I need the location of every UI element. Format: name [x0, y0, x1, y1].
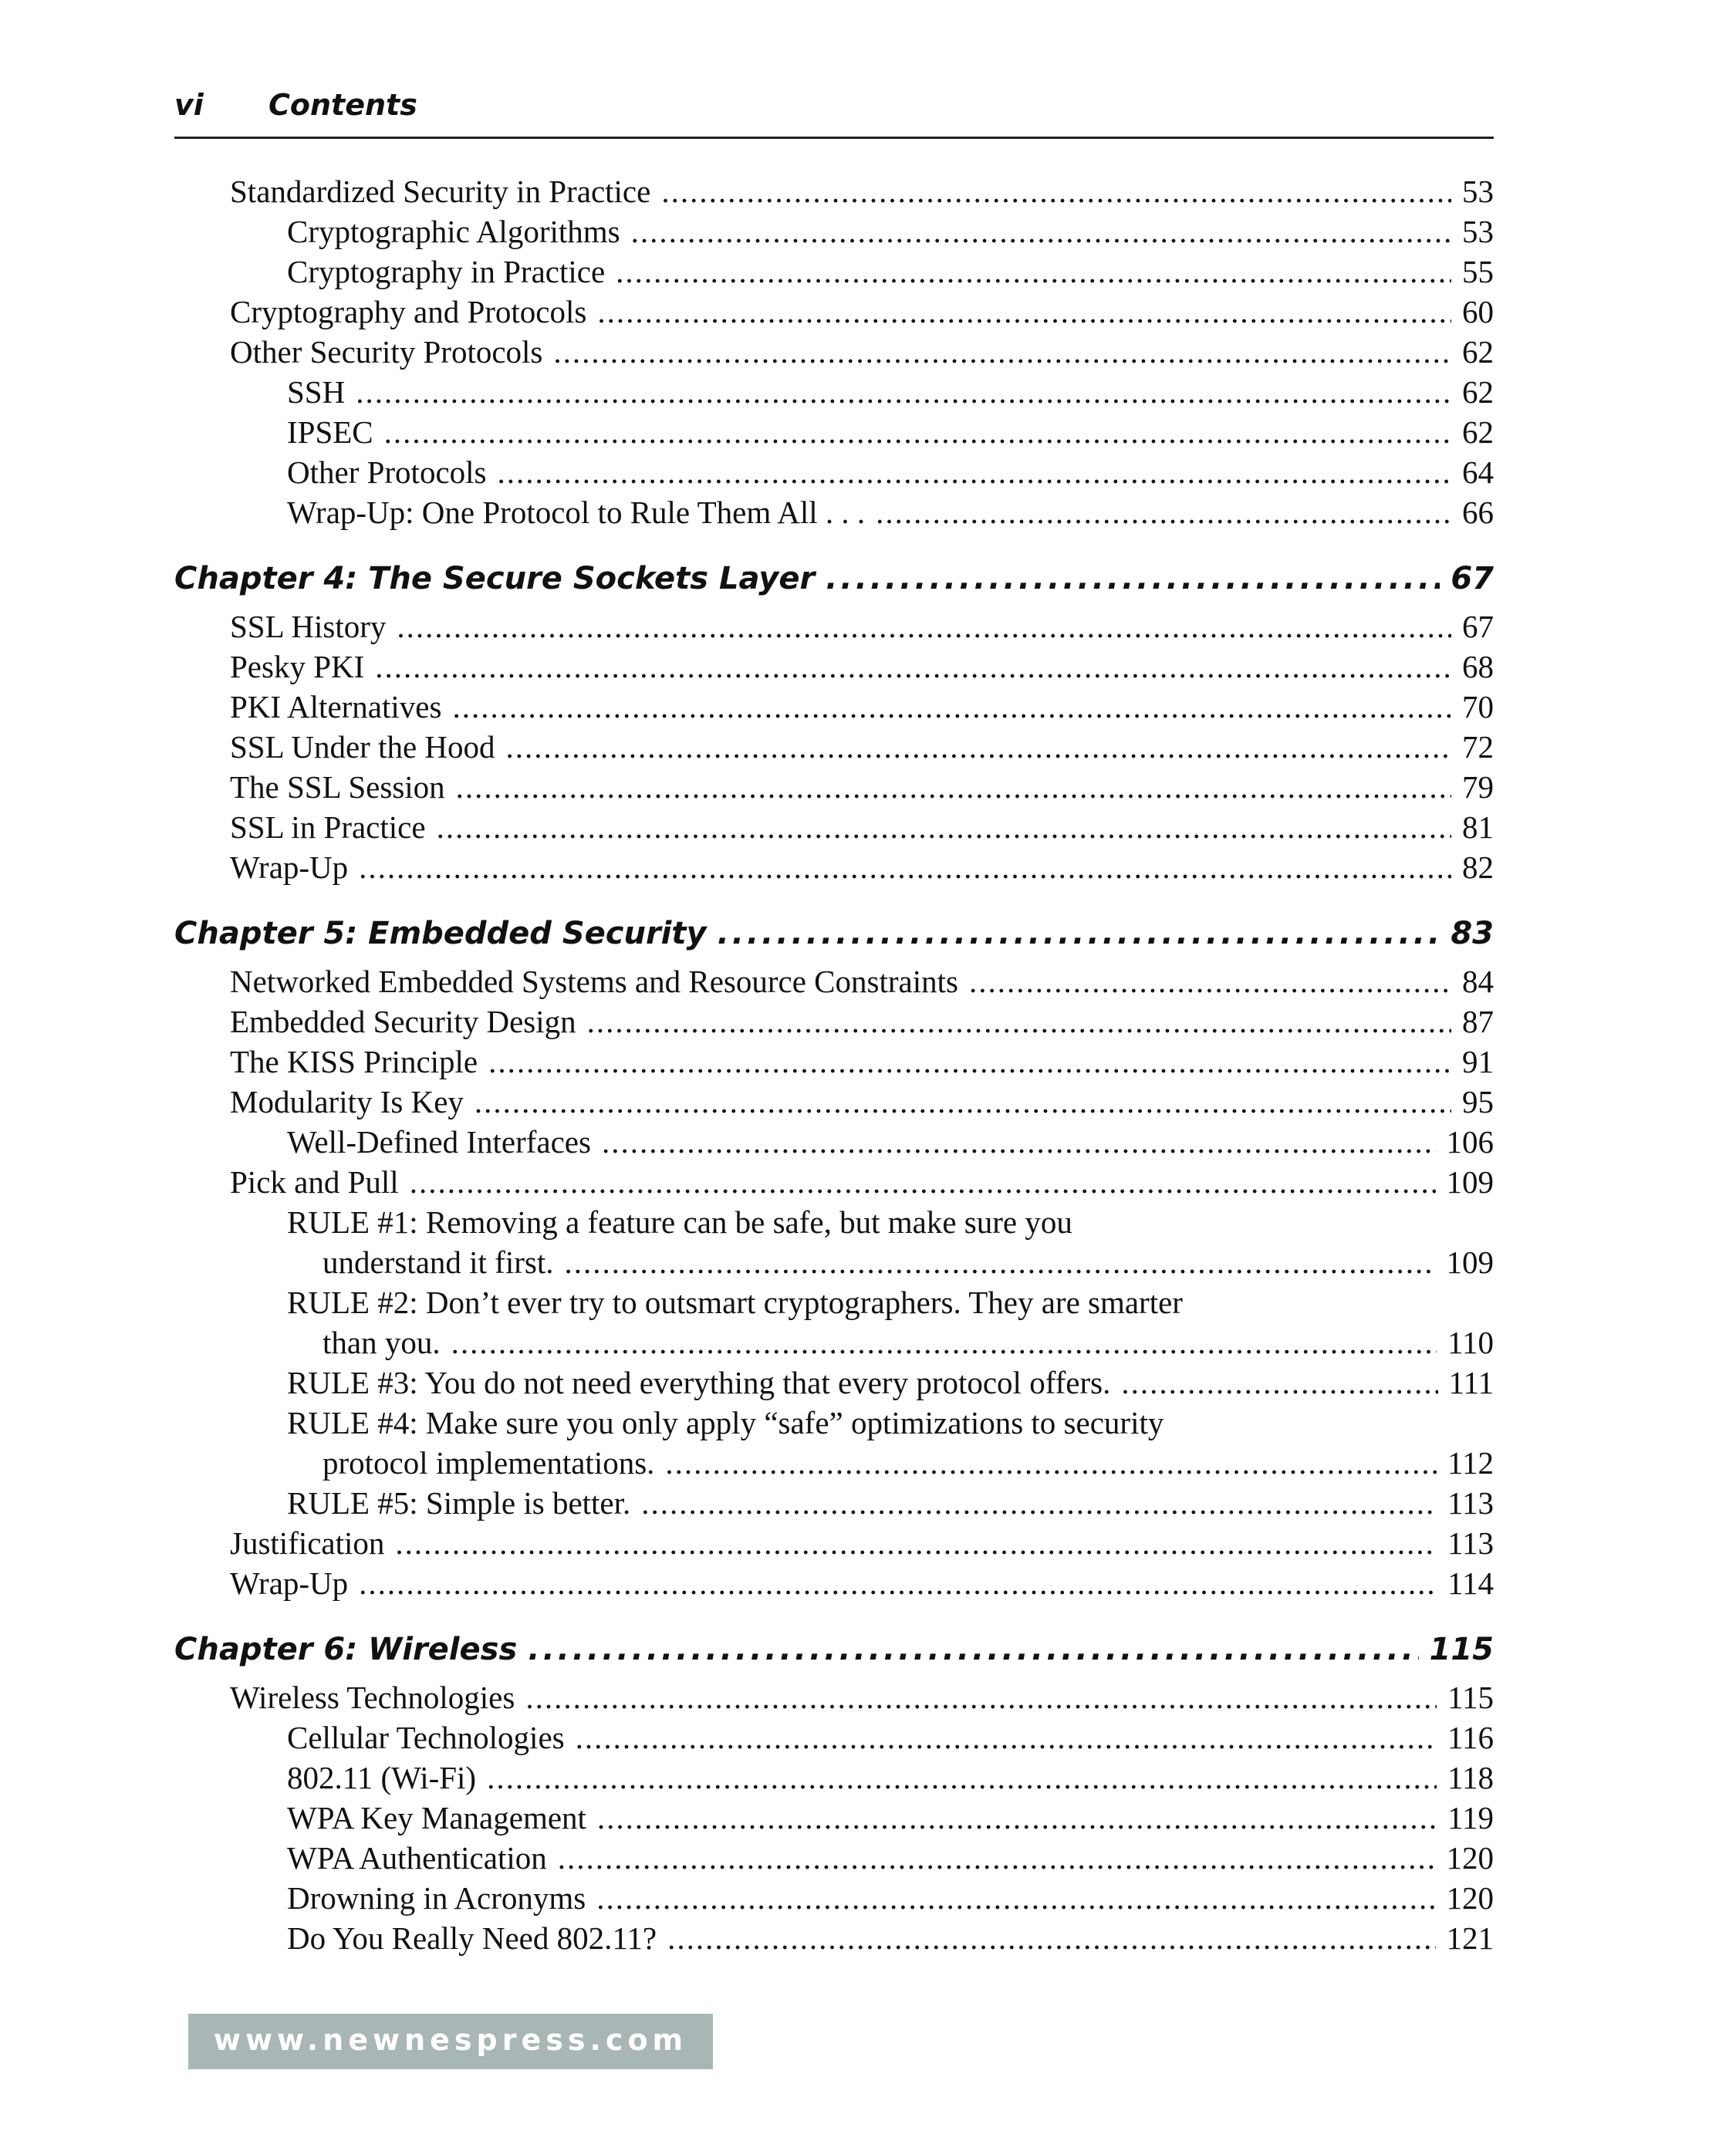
- toc-page-number: 53: [1462, 214, 1494, 249]
- leader-dots: [506, 727, 1451, 767]
- leader-dots: [384, 412, 1451, 452]
- leader-dots: [359, 1563, 1437, 1603]
- leader-dots: [641, 1483, 1437, 1523]
- toc-page-number: 67: [1462, 609, 1494, 644]
- toc-page-number: 109: [1446, 1244, 1494, 1280]
- toc-page-number: 67: [1451, 561, 1494, 596]
- toc-entry-section[interactable]: [230, 847, 1494, 887]
- toc-entry-subsection[interactable]: [287, 211, 1494, 252]
- toc-entry-label: Well-Defined Interfaces: [287, 1124, 591, 1160]
- leader-dots: [456, 767, 1451, 807]
- leader-dots: [487, 1758, 1437, 1798]
- toc-entry-subsection[interactable]: [287, 1122, 1494, 1162]
- toc-entry-label: SSH: [287, 374, 346, 410]
- leader-dots: [665, 1443, 1437, 1483]
- leader-dots: [631, 211, 1451, 252]
- publisher-url-banner: [188, 2014, 713, 2069]
- toc-entry-label: Drowning in Acronyms: [287, 1880, 586, 1916]
- toc-page-number: 62: [1462, 334, 1494, 370]
- toc-page-number: 64: [1462, 454, 1494, 490]
- toc-entry-chapter[interactable]: [174, 1629, 1494, 1670]
- leader-dots: [452, 687, 1451, 727]
- toc-page-number: 116: [1447, 1720, 1494, 1755]
- toc-entry-section[interactable]: [230, 1042, 1494, 1082]
- toc-page-number: 121: [1446, 1920, 1494, 1956]
- toc-entry-label: Modularity Is Key: [230, 1084, 464, 1119]
- toc-page-number: 87: [1462, 1004, 1494, 1039]
- toc-entry-label: Standardized Security in Practice: [230, 174, 651, 209]
- header-rule: [174, 137, 1494, 139]
- leader-dots: [359, 847, 1451, 887]
- toc-entry-label: Wrap-Up: [230, 1565, 349, 1601]
- toc-entry-label[interactable]: RULE #1: Removing a feature can be safe, but make sure you: [287, 1204, 1072, 1240]
- toc-entry-label[interactable]: RULE #2: Don’t ever try to outsmart cryptographers. They are smarter: [287, 1285, 1183, 1320]
- toc-entry-section[interactable]: [230, 1563, 1494, 1603]
- toc-page-number: 95: [1462, 1084, 1494, 1119]
- toc-page-number: 60: [1462, 294, 1494, 329]
- toc-page-number: 110: [1447, 1325, 1494, 1360]
- leader-dots: [397, 606, 1451, 647]
- leader-dots: [597, 292, 1451, 332]
- toc-entry-label: Justification: [230, 1525, 385, 1561]
- toc-entry-label: Networked Embedded Systems and Resource Constraints: [230, 964, 958, 999]
- leader-dots: [356, 372, 1451, 412]
- toc-entry-label: Do You Really Need 802.11?: [287, 1920, 657, 1956]
- leader-dots: [395, 1523, 1437, 1563]
- toc-entry-subsection[interactable]: [287, 1878, 1494, 1918]
- publisher-url[interactable]: www.newnespress.com: [213, 2023, 688, 2057]
- toc-page-number: 109: [1446, 1164, 1494, 1200]
- running-header: [174, 83, 1494, 137]
- page-number: vi: [174, 88, 204, 122]
- toc-entry-label: Chapter 5: Embedded Security: [174, 916, 707, 951]
- toc-page-number: 83: [1451, 916, 1494, 951]
- toc-entry-section[interactable]: [230, 606, 1494, 647]
- leader-dots: [410, 1162, 1436, 1202]
- toc-entry-subsection[interactable]: [287, 452, 1494, 492]
- leader-dots: [597, 1798, 1437, 1838]
- toc-entry-label: Pick and Pull: [230, 1164, 399, 1200]
- toc-page-number: 113: [1447, 1525, 1494, 1561]
- leader-dots: [616, 252, 1451, 292]
- toc-entry-subsection[interactable]: [287, 1363, 1494, 1403]
- toc-page-number: 68: [1462, 649, 1494, 684]
- leader-dots: [488, 1042, 1451, 1082]
- toc-page-number: 111: [1448, 1365, 1494, 1400]
- leader-dots: [667, 1918, 1435, 1958]
- leader-dots: [718, 913, 1440, 954]
- toc-page-number: 81: [1462, 809, 1494, 845]
- toc-entry-chapter[interactable]: [174, 559, 1494, 599]
- toc-entry-label: SSL History: [230, 609, 387, 644]
- toc-entry-section[interactable]: [230, 647, 1494, 687]
- toc-entry-label: Wrap-Up: [230, 849, 349, 885]
- toc-page-number: 114: [1447, 1565, 1494, 1601]
- toc-page-number: 53: [1462, 174, 1494, 209]
- leader-dots: [525, 1677, 1437, 1717]
- toc-entry-section[interactable]: [230, 1001, 1494, 1042]
- toc-page-number: 113: [1447, 1485, 1494, 1521]
- toc-entry-section[interactable]: [230, 332, 1494, 372]
- toc-page-number: 62: [1462, 414, 1494, 450]
- toc-entry-label: Other Security Protocols: [230, 334, 543, 370]
- toc-entry-label: Other Protocols: [287, 454, 487, 490]
- toc-page-number: 120: [1446, 1840, 1494, 1876]
- toc-entry-label: The SSL Session: [230, 769, 445, 805]
- toc-page-number: 72: [1462, 729, 1494, 765]
- toc-entry-section[interactable]: [230, 961, 1494, 1001]
- toc-entry-label: Cryptography and Protocols: [230, 294, 587, 329]
- toc-entry-section[interactable]: [230, 171, 1494, 211]
- toc-entry-subsection[interactable]: [287, 372, 1494, 412]
- leader-dots: [587, 1001, 1451, 1042]
- toc-page-number: 115: [1429, 1632, 1494, 1667]
- toc-entry-chapter[interactable]: [174, 913, 1494, 954]
- toc-entry-label: Wireless Technologies: [230, 1680, 515, 1715]
- toc-entry-section[interactable]: [230, 807, 1494, 847]
- toc-page-number: 70: [1462, 689, 1494, 724]
- running-title: Contents: [269, 88, 417, 122]
- toc-entry-label: Cryptography in Practice: [287, 254, 606, 289]
- toc-entry-label: WPA Key Management: [287, 1800, 586, 1835]
- leader-dots: [475, 1082, 1451, 1122]
- leader-dots: [558, 1838, 1436, 1878]
- toc-entry-subsection[interactable]: [287, 252, 1494, 292]
- toc-entry-label: SSL Under the Hood: [230, 729, 495, 765]
- toc-page-number: 119: [1447, 1800, 1494, 1835]
- toc-entry-label: Cryptographic Algorithms: [287, 214, 620, 249]
- leader-dots: [969, 961, 1451, 1001]
- leader-dots: [661, 171, 1451, 211]
- toc-entry-subsection[interactable]: [287, 492, 1494, 532]
- leader-dots: [528, 1629, 1418, 1670]
- toc-page-number: 115: [1447, 1680, 1494, 1715]
- toc-entry-label: Chapter 6: Wireless: [174, 1632, 518, 1667]
- toc-entry-section[interactable]: [230, 767, 1494, 807]
- toc-entry-subsection[interactable]: [287, 1838, 1494, 1878]
- toc-page-number: 79: [1462, 769, 1494, 805]
- toc-entry-section[interactable]: [230, 1162, 1494, 1202]
- toc-entry-label: Pesky PKI: [230, 649, 365, 684]
- toc-entry-section[interactable]: [230, 727, 1494, 767]
- toc-page-number: 112: [1447, 1445, 1494, 1481]
- toc-entry-label-continued: than you.: [323, 1325, 441, 1360]
- toc-entry-label: RULE #3: You do not need everything that every protocol offers.: [287, 1365, 1111, 1400]
- leader-dots: [576, 1717, 1437, 1758]
- toc-entry-subsection[interactable]: [287, 1483, 1494, 1523]
- toc-entry-label: Embedded Security Design: [230, 1004, 576, 1039]
- toc-entry-label: SSL in Practice: [230, 809, 426, 845]
- leader-dots: [1121, 1363, 1437, 1403]
- toc-entry-label: IPSEC: [287, 414, 373, 450]
- toc-page-number: 106: [1446, 1124, 1494, 1160]
- leader-dots: [375, 647, 1451, 687]
- toc-entry-subsection[interactable]: [287, 412, 1494, 452]
- toc-page-number: 62: [1462, 374, 1494, 410]
- toc-entry-section[interactable]: [230, 687, 1494, 727]
- toc-page-number: 55: [1462, 254, 1494, 289]
- toc-page-number: 120: [1446, 1880, 1494, 1916]
- toc-entry-subsection[interactable]: [287, 1758, 1494, 1798]
- leader-dots: [826, 559, 1440, 599]
- toc-entry-label: The KISS Principle: [230, 1044, 478, 1079]
- leader-dots: [876, 492, 1451, 532]
- leader-dots: [564, 1242, 1435, 1282]
- toc-entry-label: Wrap-Up: One Protocol to Rule Them All . . .: [287, 495, 866, 530]
- toc-entry-subsection[interactable]: [323, 1443, 1494, 1483]
- toc-entry-label: RULE #5: Simple is better.: [287, 1485, 631, 1521]
- leader-dots: [498, 452, 1452, 492]
- toc-entry-section[interactable]: [230, 1523, 1494, 1563]
- toc-entry-label-continued: understand it first.: [323, 1244, 554, 1280]
- toc-entry-label: 802.11 (Wi-Fi): [287, 1760, 477, 1795]
- toc-entry-label: Chapter 4: The Secure Sockets Layer: [174, 561, 816, 596]
- toc-entry-section[interactable]: [230, 1082, 1494, 1122]
- leader-dots: [553, 332, 1451, 372]
- toc-entry-section[interactable]: [230, 1677, 1494, 1717]
- toc-entry-subsection[interactable]: [287, 1798, 1494, 1838]
- leader-dots: [451, 1322, 1437, 1363]
- toc-entry-label: PKI Alternatives: [230, 689, 442, 724]
- toc-page-number: 118: [1447, 1760, 1494, 1795]
- toc-entry-subsection[interactable]: [323, 1242, 1494, 1282]
- toc-entry-subsection[interactable]: [287, 1918, 1494, 1958]
- toc-page-number: 91: [1462, 1044, 1494, 1079]
- leader-dots: [602, 1122, 1436, 1162]
- toc-entry-label-continued: protocol implementations.: [323, 1445, 655, 1481]
- toc-entry-label: Cellular Technologies: [287, 1720, 565, 1755]
- toc-page-number: 66: [1462, 495, 1494, 530]
- toc-entry-subsection[interactable]: [287, 1717, 1494, 1758]
- toc-entry-section[interactable]: [230, 292, 1494, 332]
- toc-page-number: 84: [1462, 964, 1494, 999]
- toc-entry-label: WPA Authentication: [287, 1840, 547, 1876]
- toc-entry-label[interactable]: RULE #4: Make sure you only apply “safe” optimizations to security: [287, 1405, 1164, 1440]
- toc-page-number: 82: [1462, 849, 1494, 885]
- leader-dots: [596, 1878, 1435, 1918]
- toc-entry-subsection[interactable]: [323, 1322, 1494, 1363]
- leader-dots: [437, 807, 1451, 847]
